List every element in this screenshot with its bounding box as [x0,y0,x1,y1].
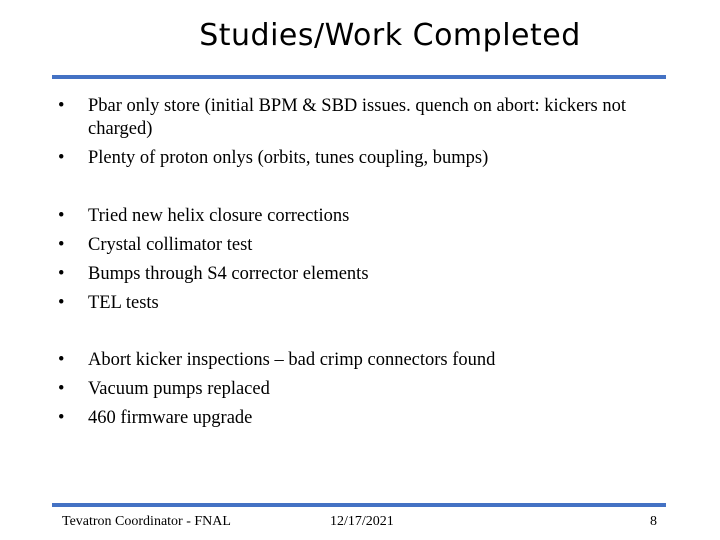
bullet-item [58,205,678,228]
bullet-item [58,349,678,372]
bullet-text: Vacuum pumps replaced [88,379,270,399]
slide-title: Studies/Work Completed [199,18,581,53]
bullet-item [58,147,678,170]
footer-left-text: Tevatron Coordinator - FNAL [62,514,231,529]
page-number: 8 [650,514,657,529]
bullet-group-3 [58,349,678,436]
bullet-dot: • [58,350,65,370]
bullet-group-2 [58,205,678,321]
bullet-text: Pbar only store (initial BPM & SBD issues. quench on abort: kickers not charged) [88,96,626,139]
bullet-dot: • [58,379,65,399]
bullet-dot: • [58,264,65,284]
bullet-text: Tried new helix closure corrections [88,206,350,226]
bullet-text: TEL tests [88,293,159,313]
bullet-dot: • [58,408,65,428]
bullet-group-1 [58,95,678,176]
title-underline [52,75,666,79]
bullet-text: 460 firmware upgrade [88,408,253,428]
bullet-dot: • [58,148,65,168]
bullet-text: Crystal collimator test [88,235,253,255]
bullet-dot: • [58,235,65,255]
bullet-text: Plenty of proton onlys (orbits, tunes coupling, bumps) [88,148,489,168]
bullet-item [58,378,678,401]
bullet-dot: • [58,206,65,226]
bullet-item [58,407,678,430]
bullet-item [58,95,678,141]
bullet-dot: • [58,96,65,116]
bullet-text: Bumps through S4 corrector elements [88,264,369,284]
bullet-text: Abort kicker inspections – bad crimp connectors found [88,350,496,370]
footer-rule [52,503,666,507]
bullet-item [58,263,678,286]
bullet-item [58,292,678,315]
bullet-item [58,234,678,257]
bullet-dot: • [58,293,65,313]
footer-date: 12/17/2021 [330,514,394,529]
